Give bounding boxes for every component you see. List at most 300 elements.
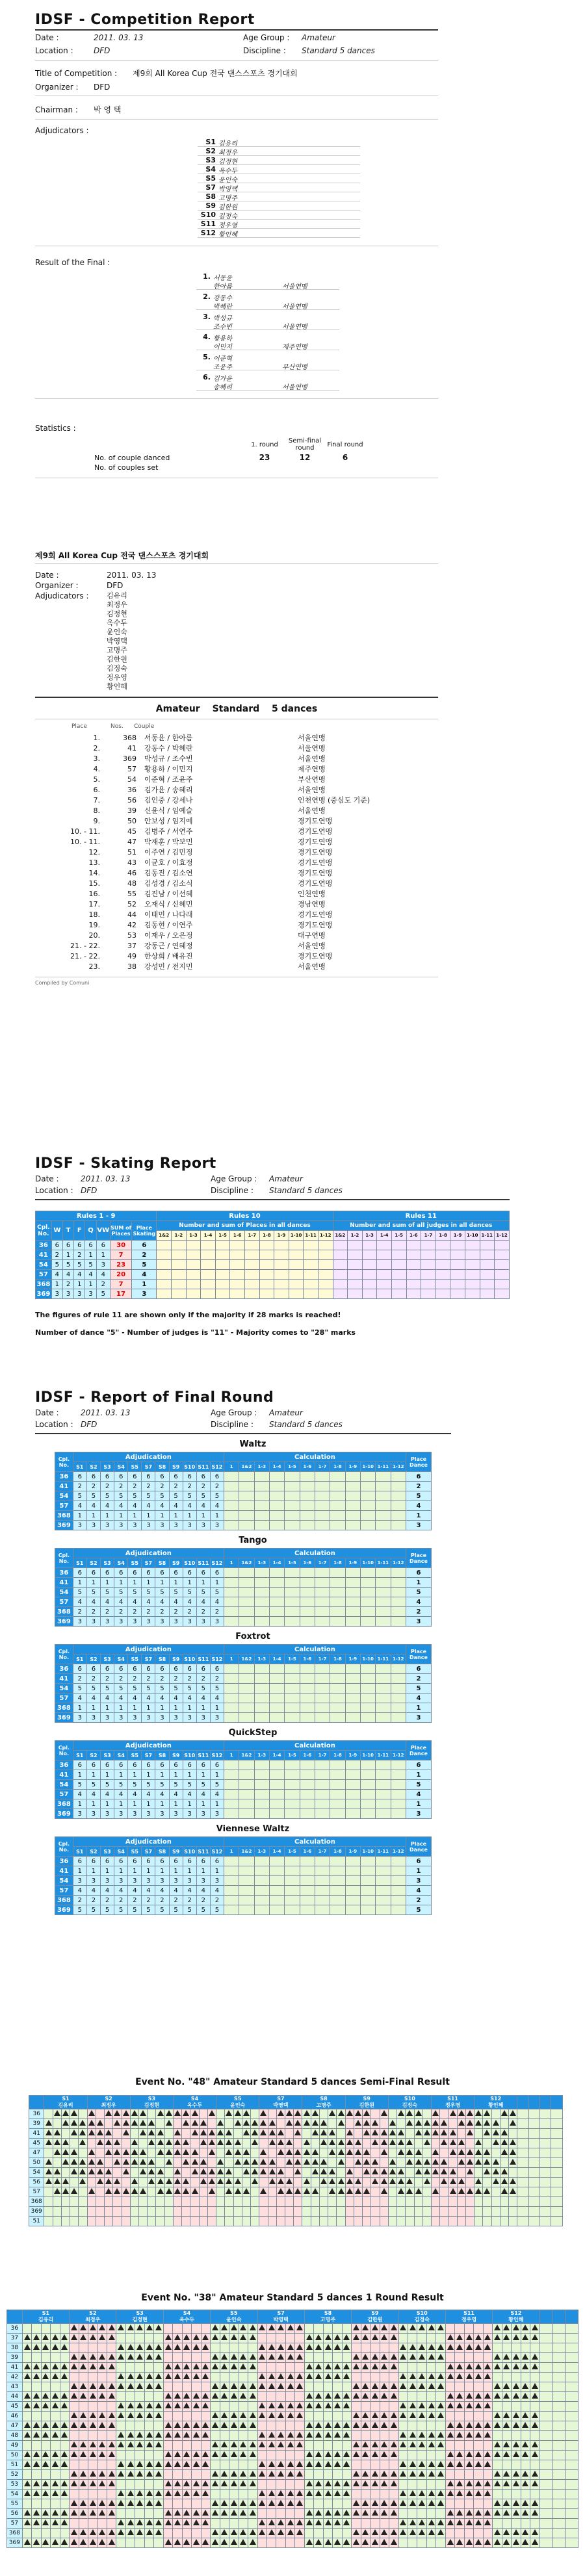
mark-icon [165, 2344, 172, 2350]
mark-icon [80, 2441, 86, 2447]
round1-mark [370, 2529, 380, 2538]
semi-row [29, 2158, 563, 2168]
round1-mark [323, 2343, 332, 2353]
semi-mark [388, 2187, 396, 2197]
round1-mark [98, 2412, 107, 2421]
judge-mark: 2 [101, 1674, 114, 1684]
mark-icon [428, 2461, 435, 2467]
semi-judge-name: 박영택 [273, 2102, 289, 2108]
semi-mark [422, 2109, 431, 2119]
round1-mark [417, 2529, 426, 2538]
round1-mark [41, 2509, 50, 2519]
semi-mark [105, 2129, 113, 2139]
round1-mark [248, 2324, 257, 2334]
round1-mark [352, 2324, 361, 2334]
semi-judge-head [130, 2096, 173, 2109]
round1-judge-head [70, 2310, 116, 2324]
round1-mark [512, 2343, 521, 2353]
semi-mark [139, 2168, 148, 2178]
round1-mark [333, 2529, 342, 2538]
round1-mark [135, 2519, 144, 2529]
round1-mark [163, 2373, 172, 2382]
calc-cell [376, 1780, 391, 1790]
place-dance: 3 [406, 1713, 431, 1723]
skating-rule10-cell [318, 1289, 333, 1299]
round1-mark [398, 2529, 408, 2538]
round1-judge-name: 윤인숙 [226, 2317, 242, 2323]
discipline-label: Discipline : [243, 46, 286, 55]
round1-mark [266, 2480, 276, 2490]
round1-mark [182, 2480, 191, 2490]
semi-mark [113, 2119, 122, 2129]
judge-mark: 6 [73, 1568, 86, 1578]
judge-mark: 2 [128, 1674, 142, 1684]
round1-mark [398, 2412, 408, 2421]
round1-mark [239, 2431, 248, 2441]
mark-icon [522, 2325, 528, 2330]
mark-icon [165, 2510, 172, 2516]
round1-mark [79, 2480, 88, 2490]
event-club: 경남연맹 [298, 900, 326, 908]
round1-sum [565, 2353, 578, 2363]
result-entry [196, 292, 438, 310]
judge-mark: 1 [183, 1770, 196, 1780]
mark-icon [338, 2149, 344, 2155]
skating-rule10-cell [318, 1260, 333, 1270]
mark-icon [174, 2334, 181, 2340]
semi-mark [431, 2148, 439, 2158]
semi-mark [371, 2178, 380, 2187]
mark-icon [114, 2149, 120, 2155]
skating-rule11-cell [450, 1241, 465, 1250]
round1-mark [116, 2363, 125, 2373]
calc-cell [330, 1780, 345, 1790]
skating-rule10-cell [186, 1250, 201, 1260]
adjudicator-code: S3 [205, 156, 216, 164]
event-couple: 신윤식 / 임예슬 [144, 806, 193, 815]
judge-mark: 6 [73, 1664, 86, 1674]
mark-icon [410, 2402, 416, 2408]
dance-row [55, 1876, 432, 1886]
semi-mark [414, 2119, 422, 2129]
calc-cell [300, 1568, 315, 1578]
mark-icon [424, 2139, 430, 2145]
mark-icon [127, 2325, 134, 2330]
mark-icon [202, 2363, 209, 2369]
judge-mark: 6 [155, 1760, 169, 1770]
mark-icon [71, 2480, 77, 2486]
mark-icon [259, 2432, 265, 2438]
mark-icon [296, 2471, 303, 2477]
event-place: 3. [93, 754, 100, 763]
calc-cell [269, 1790, 284, 1799]
calc-cell [376, 1491, 391, 1501]
round1-mark [323, 2460, 332, 2470]
round1-mark [426, 2470, 436, 2480]
mark-icon [503, 2539, 510, 2545]
mark-icon [447, 2432, 454, 2438]
mark-icon [398, 2178, 404, 2184]
skating-rule10-cell [186, 1289, 201, 1299]
semi-sum [517, 2129, 528, 2139]
round1-mark [116, 2431, 125, 2441]
mark-icon [363, 2130, 370, 2135]
mark-icon [221, 2383, 228, 2389]
judge-mark: 1 [210, 1578, 224, 1588]
judge-mark: 4 [86, 1790, 100, 1799]
round1-mark [173, 2392, 182, 2402]
event-row [35, 909, 438, 920]
mark-icon [148, 2178, 155, 2184]
calc-cell [300, 1809, 315, 1819]
round1-mark [173, 2334, 182, 2343]
round1-mark [60, 2353, 69, 2363]
skating-rule11-cell [421, 1250, 436, 1260]
round1-mark [408, 2382, 417, 2392]
event-row [35, 847, 438, 857]
skating-rule11-cell [348, 1270, 363, 1280]
mark-icon [315, 2519, 322, 2525]
event-adjudicator: 정우영 [107, 673, 127, 682]
semi-final-result [0, 2077, 585, 2224]
calc-cell [254, 1713, 269, 1723]
round1-judge-code: S11 [463, 2310, 474, 2316]
judge-mark: 2 [196, 1674, 210, 1684]
mark-icon [269, 2130, 276, 2135]
event-adjudicator: 최정우 [107, 600, 127, 609]
skating-rule10-cell [172, 1280, 187, 1289]
mark-icon [80, 2451, 86, 2457]
semi-mark [96, 2197, 104, 2207]
round1-mark [32, 2451, 41, 2460]
semi-sum [540, 2119, 551, 2129]
mark-icon [532, 2539, 538, 2545]
round1-sum [540, 2538, 552, 2548]
mark-icon [398, 2169, 404, 2174]
semi-sum [551, 2187, 563, 2197]
judge-mark: 6 [73, 1857, 86, 1866]
mark-icon [88, 2120, 95, 2126]
judge-mark: 1 [101, 1799, 114, 1809]
judge-mark: 6 [142, 1472, 155, 1482]
judge-mark: 4 [101, 1597, 114, 1607]
mark-icon [212, 2393, 218, 2399]
round1-mark [323, 2363, 332, 2373]
calc-cell [269, 1857, 284, 1866]
mark-icon [250, 2354, 256, 2360]
round1-mark [352, 2373, 361, 2382]
skating-location-label: Location : [35, 1186, 73, 1195]
skating-subhead-cell: 1-4 [201, 1231, 216, 1241]
skating-col: VW [96, 1221, 110, 1241]
semi-sum-head [517, 2096, 528, 2109]
round1-mark [116, 2451, 125, 2460]
round1-mark [22, 2382, 31, 2392]
semi-sum [551, 2217, 563, 2226]
skating-cpl: 368 [36, 1280, 51, 1288]
round1-mark [229, 2431, 239, 2441]
mark-icon [174, 2402, 181, 2408]
judge-head: S8 [155, 1751, 169, 1760]
round1-mark [88, 2382, 98, 2392]
round1-mark [370, 2538, 380, 2548]
round1-mark [323, 2392, 332, 2402]
semi-mark [431, 2207, 439, 2217]
skating-rule10-cell [157, 1280, 172, 1289]
mark-icon [363, 2159, 370, 2165]
calc-cell [254, 1857, 269, 1866]
calc-cell [224, 1866, 239, 1876]
mark-icon [424, 2120, 430, 2126]
event-place: 21. - 22. [70, 941, 100, 950]
round1-mark [530, 2529, 540, 2538]
mark-icon [484, 2510, 491, 2516]
calc-cell [315, 1896, 330, 1905]
mark-icon [278, 2139, 284, 2145]
calc-cell [345, 1521, 360, 1530]
mark-icon [287, 2325, 294, 2330]
semi-mark [79, 2217, 87, 2226]
judge-mark: 5 [86, 1491, 100, 1501]
round1-mark [314, 2402, 323, 2412]
mark-icon [136, 2402, 143, 2408]
round1-mark [342, 2460, 351, 2470]
mark-icon [325, 2373, 332, 2379]
skating-col: Place Skating [132, 1221, 157, 1241]
round1-mark [41, 2412, 50, 2421]
round1-mark [125, 2402, 135, 2412]
round1-mark [323, 2529, 332, 2538]
judge-head: S12 [210, 1558, 224, 1568]
event-place: 4. [93, 764, 100, 773]
calc-cell [269, 1905, 284, 1915]
mark-icon [406, 2120, 413, 2126]
round1-mark [464, 2538, 473, 2548]
judge-mark: 2 [183, 1607, 196, 1617]
mark-icon [99, 2412, 105, 2418]
skating-rule11-cell [465, 1280, 480, 1289]
round1-mark [211, 2421, 220, 2431]
round1-mark [182, 2490, 191, 2499]
semi-mark [61, 2187, 70, 2197]
round1-mark [408, 2392, 417, 2402]
round1-mark [22, 2343, 31, 2353]
round1-mark [229, 2402, 239, 2412]
semi-mark [422, 2187, 431, 2197]
semi-mark [285, 2109, 293, 2119]
semi-mark [431, 2129, 439, 2139]
calc-cell [239, 1896, 254, 1905]
semi-mark [337, 2217, 345, 2226]
event-row [35, 868, 438, 878]
mark-icon [353, 2334, 359, 2340]
calculation-head: Calculation [224, 1549, 406, 1558]
mark-icon [183, 2334, 190, 2340]
final-age-label: Age Group : [211, 1408, 257, 1417]
round1-mark [163, 2353, 172, 2363]
mark-icon [217, 2130, 224, 2135]
mark-icon [306, 2334, 313, 2340]
round1-mark [408, 2343, 417, 2353]
semi-mark [491, 2129, 500, 2139]
calc-cell [224, 1694, 239, 1703]
round1-mark [201, 2324, 210, 2334]
round1-mark [276, 2431, 285, 2441]
calc-head: 1-4 [269, 1655, 284, 1664]
round1-mark [60, 2421, 69, 2431]
semi-mark [276, 2109, 285, 2119]
semi-judge-name: 옥수두 [187, 2102, 203, 2108]
mark-icon [493, 2178, 499, 2184]
round1-mark [135, 2334, 144, 2343]
event-place: 12. [88, 847, 100, 857]
round1-mark [192, 2529, 201, 2538]
round1-mark [41, 2460, 50, 2470]
round1-sum [565, 2480, 578, 2490]
event-num: 49 [127, 951, 136, 960]
judge-mark: 1 [101, 1703, 114, 1713]
calc-cell [315, 1886, 330, 1896]
mark-icon [192, 2159, 198, 2165]
semi-mark [354, 2207, 362, 2217]
mark-icon [209, 2188, 215, 2194]
skating-col: T [62, 1221, 73, 1241]
calc-cell [285, 1511, 300, 1521]
mark-icon [99, 2334, 105, 2340]
semi-mark [465, 2207, 474, 2217]
mark-icon [343, 2432, 350, 2438]
mark-icon [389, 2159, 396, 2165]
mark-icon [306, 2432, 313, 2438]
round1-mark [445, 2412, 454, 2421]
event-adjudicators [107, 591, 127, 691]
mark-icon [428, 2412, 435, 2418]
mark-icon [62, 2110, 69, 2116]
mark-icon [259, 2461, 265, 2467]
round1-mark [530, 2470, 540, 2480]
skating-rule10-cell [304, 1270, 318, 1280]
mark-icon [466, 2461, 473, 2467]
round1-mark [512, 2431, 521, 2441]
round1-mark [521, 2334, 530, 2343]
calc-cell [254, 1664, 269, 1674]
round1-mark [276, 2480, 285, 2490]
event-num: 37 [127, 941, 136, 950]
round1-couple: 38 [7, 2343, 23, 2353]
judge-mark: 2 [101, 1607, 114, 1617]
semi-judge-name: 김유리 [58, 2102, 73, 2108]
calc-head: 1-9 [345, 1655, 360, 1664]
semi-mark [294, 2178, 302, 2187]
mark-icon [136, 2490, 143, 2496]
round1-mark [70, 2538, 79, 2548]
round1-mark [266, 2529, 276, 2538]
round1-mark [323, 2519, 332, 2529]
round1-mark [79, 2470, 88, 2480]
mark-icon [353, 2393, 359, 2399]
semi-mark [406, 2139, 414, 2148]
calculation-head: Calculation [224, 1837, 406, 1847]
round1-mark [192, 2519, 201, 2529]
judge-mark: 2 [86, 1896, 100, 1905]
skating-dance-place: 1 [85, 1280, 96, 1289]
mark-icon [52, 2402, 58, 2408]
round1-mark [163, 2431, 172, 2441]
judge-mark: 5 [142, 1684, 155, 1694]
mark-icon [391, 2412, 397, 2418]
calc-cell [269, 1482, 284, 1491]
mark-icon [353, 2471, 359, 2477]
round1-mark [380, 2538, 389, 2548]
adjudication-head: Adjudication [73, 1837, 224, 1847]
mark-icon [252, 2130, 258, 2135]
judge-mark: 6 [142, 1664, 155, 1674]
skating-rule11-cell [348, 1280, 363, 1289]
mark-icon [456, 2480, 463, 2486]
semi-mark [345, 2148, 354, 2158]
mark-icon [325, 2363, 332, 2369]
calc-cell [360, 1491, 375, 1501]
semi-mark [345, 2158, 354, 2168]
calc-cell [315, 1491, 330, 1501]
judge-mark: 4 [114, 1597, 128, 1607]
mark-icon [33, 2432, 40, 2438]
round1-mark [229, 2363, 239, 2373]
round1-mark [32, 2353, 41, 2363]
round1-mark [32, 2402, 41, 2412]
round1-mark [125, 2373, 135, 2382]
mark-icon [513, 2529, 519, 2535]
adjudicator-name: 최정우 [218, 149, 237, 157]
mark-icon [484, 2432, 491, 2438]
round1-mark [51, 2363, 60, 2373]
mark-icon [424, 2169, 430, 2174]
semi-mark [242, 2217, 250, 2226]
round1-mark [342, 2402, 351, 2412]
round1-mark [98, 2441, 107, 2451]
round1-mark [380, 2519, 389, 2529]
mark-icon [363, 2149, 370, 2155]
event-num: 41 [127, 743, 136, 753]
mark-icon [174, 2422, 181, 2428]
semi-mark [139, 2129, 148, 2139]
mark-icon [410, 2529, 416, 2535]
round1-mark [483, 2519, 492, 2529]
mark-icon [46, 2178, 52, 2184]
judge-mark: 2 [101, 1896, 114, 1905]
result-club: 서울연맹 [282, 324, 307, 331]
semi-mark [87, 2139, 96, 2148]
round1-mark [32, 2382, 41, 2392]
mark-icon [148, 2120, 155, 2126]
mark-icon [484, 2363, 491, 2369]
dance-row [55, 1896, 432, 1905]
semi-mark [199, 2139, 207, 2148]
semi-judge-head [44, 2096, 87, 2109]
round1-mark [408, 2509, 417, 2519]
skating-rule11-cell [348, 1260, 363, 1270]
judge-mark: 1 [86, 1511, 100, 1521]
round1-judge-code: S4 [183, 2310, 191, 2316]
semi-mark [302, 2158, 311, 2168]
mark-icon [200, 2120, 207, 2126]
mark-icon [466, 2451, 473, 2457]
round1-sum [540, 2402, 552, 2412]
calc-cell [360, 1501, 375, 1511]
semi-mark [431, 2187, 439, 2197]
semi-mark [79, 2178, 87, 2187]
judge-mark: 1 [86, 1770, 100, 1780]
